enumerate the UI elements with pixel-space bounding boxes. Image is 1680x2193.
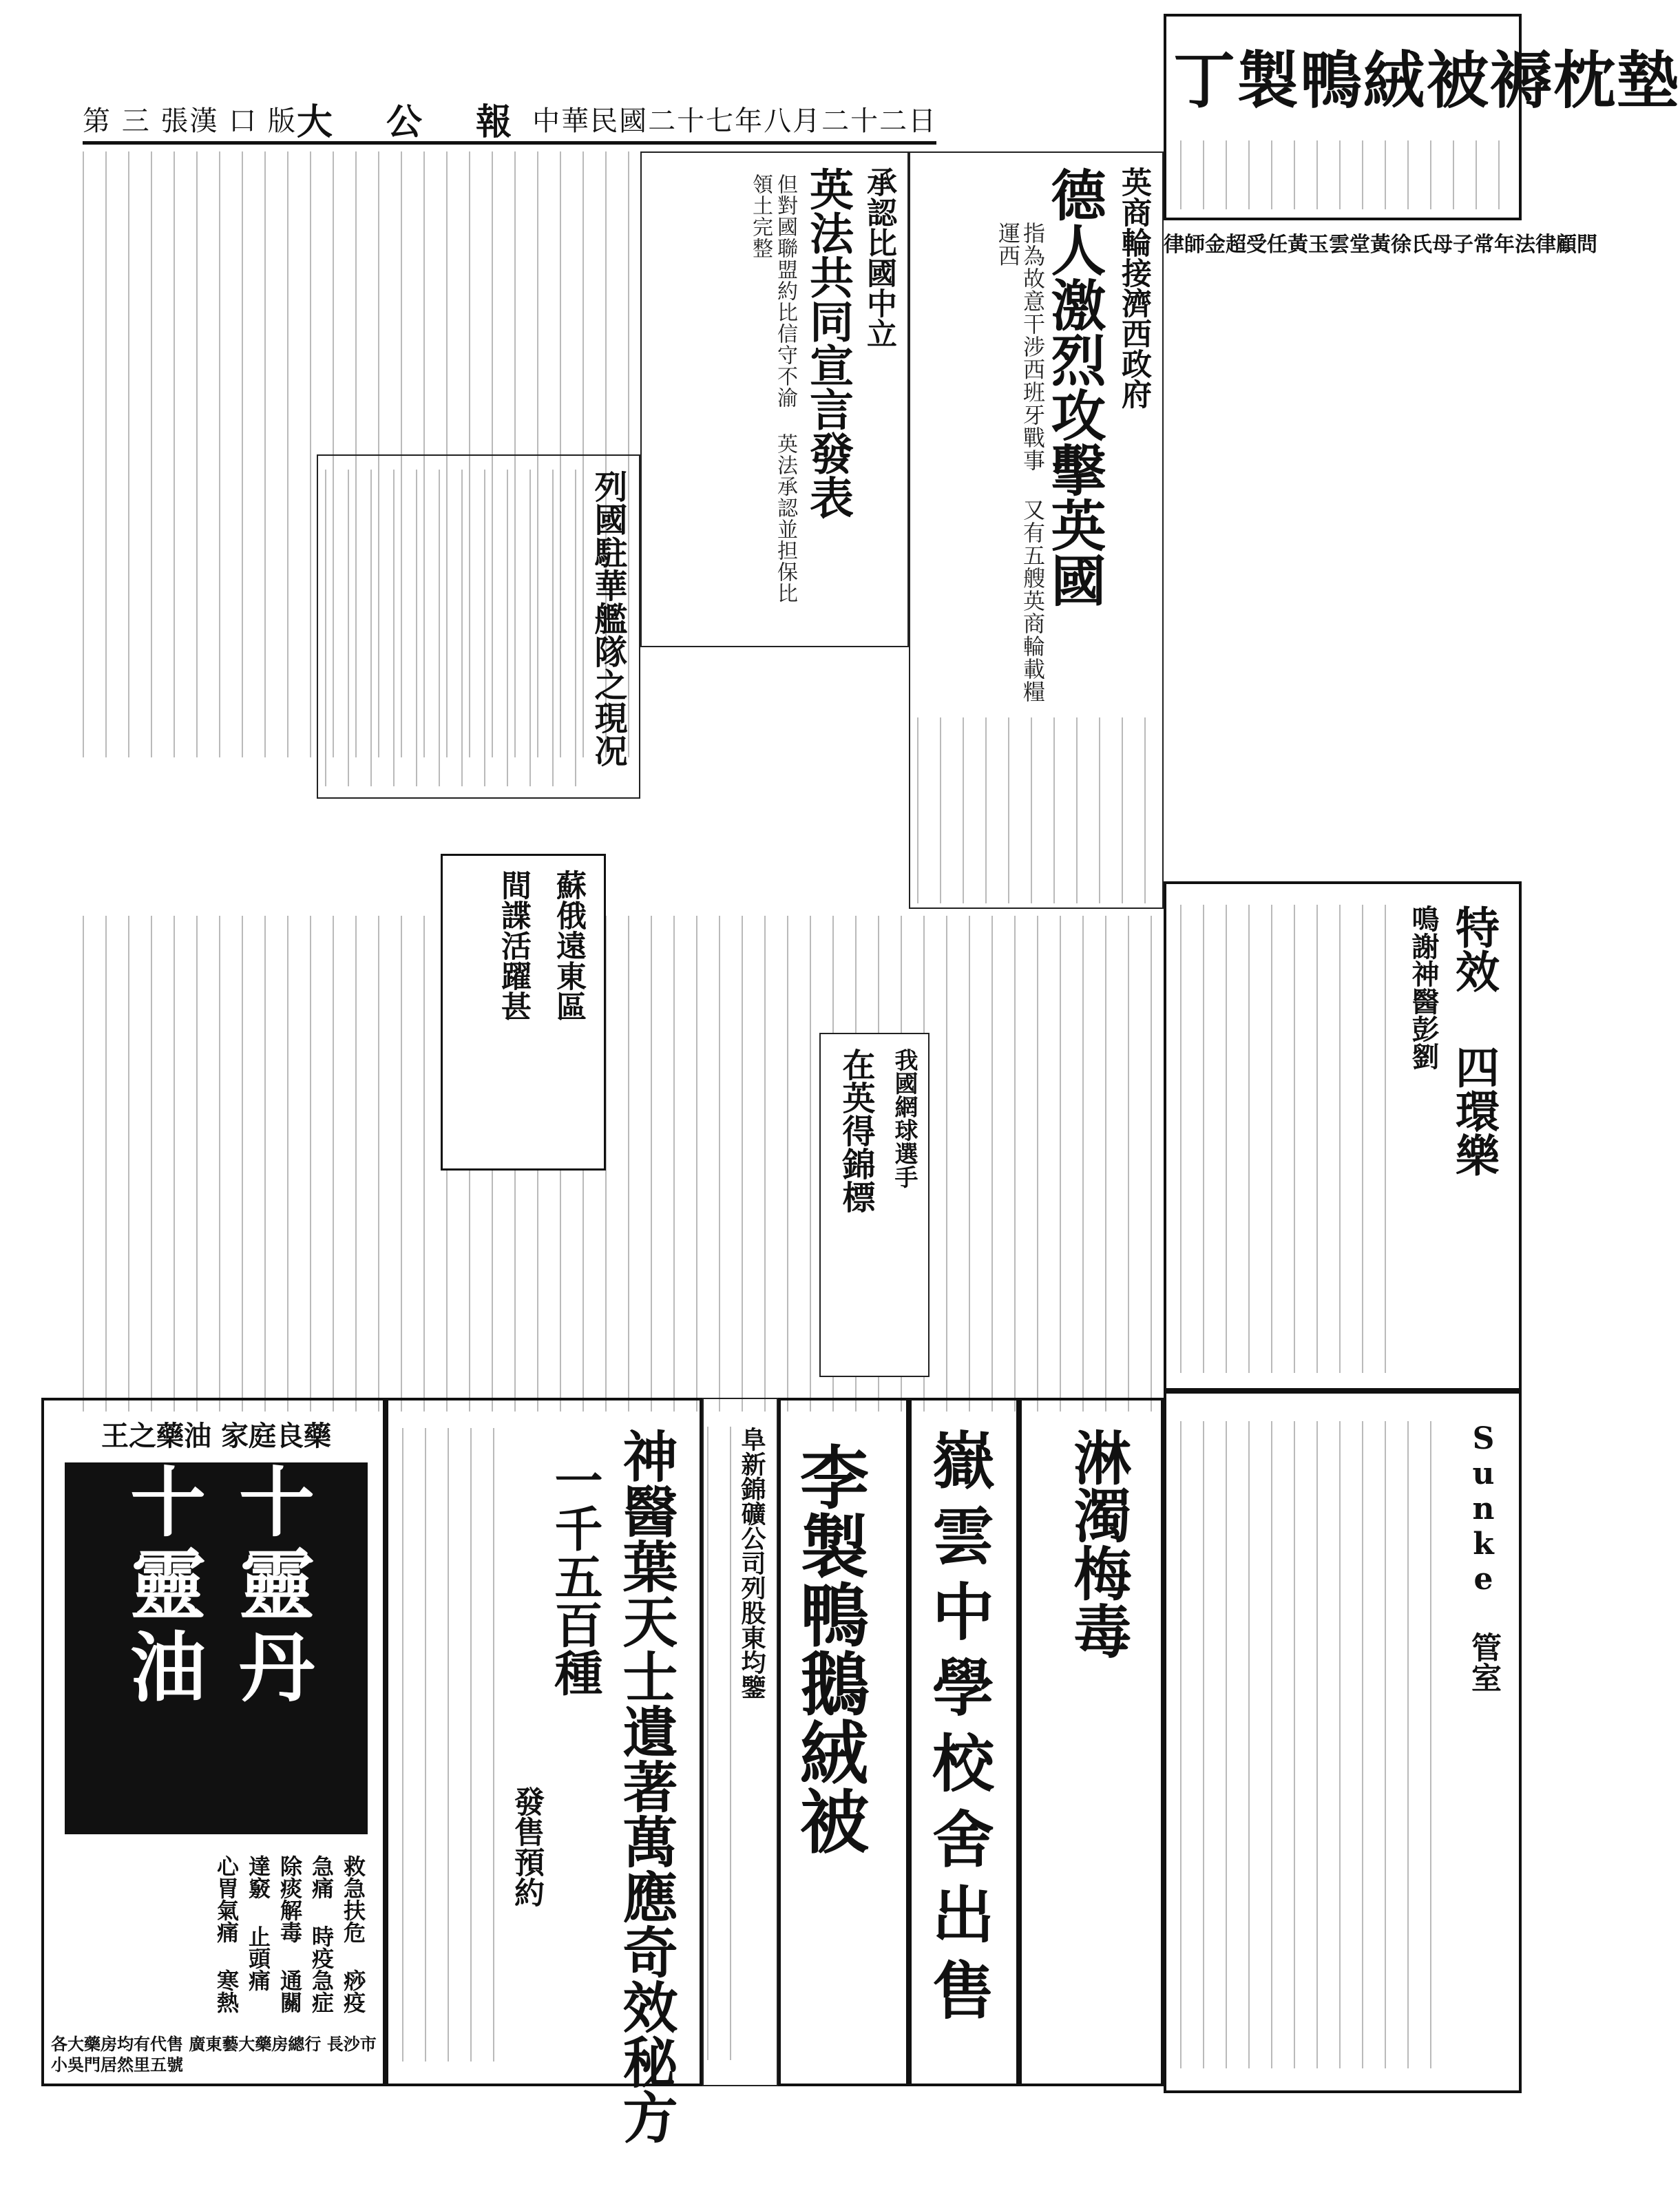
std-title: 淋濁梅毒 bbox=[1064, 1428, 1133, 1659]
a4-title: 在英得錦標 bbox=[837, 1048, 875, 1213]
oil-slogan: 王之藥油 家庭良藥 bbox=[101, 1420, 331, 1452]
mining-notice bbox=[702, 1398, 778, 2086]
a1-subtitle: 指為故意干涉西班牙戰事 又有五艘英商輪載糧運西 bbox=[995, 222, 1046, 703]
notice-line-2: 間諜活躍甚 bbox=[496, 870, 531, 1021]
masthead bbox=[83, 96, 936, 145]
book-note: 發售預約 bbox=[509, 1786, 544, 1907]
article-german-attack bbox=[909, 151, 1164, 909]
oil-title: 十靈丹 十靈油 bbox=[118, 1462, 315, 1710]
sunker-ad bbox=[1164, 1391, 1522, 2093]
boxed-notice bbox=[441, 854, 606, 1171]
school-title: 嶽雲中學校舍出售 bbox=[921, 1428, 994, 2034]
duck-quilt-title: 丁製鴨絨被褥枕墊 bbox=[1173, 44, 1680, 117]
edition: 漢 口 版 bbox=[189, 105, 297, 137]
article-anglo-french bbox=[640, 151, 909, 647]
article-foreign-fleets bbox=[317, 454, 640, 799]
sunker-text: Sunke 管室 bbox=[1466, 1421, 1501, 1692]
a2-subtitle: 但對國聯盟約比信守不渝 英法承認並担保比領土完整 bbox=[748, 174, 797, 604]
article-tennis bbox=[819, 1033, 930, 1377]
four-ring-medicine-ad bbox=[1164, 881, 1522, 1391]
book-sub: 一千五百種 bbox=[547, 1456, 604, 1697]
a2-title: 英法共同宣言發表 bbox=[802, 167, 854, 519]
std-clinic-ad bbox=[1019, 1398, 1164, 2086]
a2-kicker: 承認比國中立 bbox=[861, 167, 896, 348]
a3-title: 列國駐華艦隊之現况 bbox=[589, 470, 627, 767]
duck-quilt-ad bbox=[1164, 14, 1680, 220]
a4-subtitle: 我國網球選手 bbox=[890, 1048, 918, 1188]
ten-spirit-oil-ad bbox=[41, 1398, 386, 2086]
issue-date: 中華民國二十七年八月二十二日 bbox=[532, 105, 938, 137]
oil-distributor: 各大藥房均有代售 廣東藝大藥房總行 長沙市小吳門居然里五號 bbox=[51, 2034, 377, 2075]
duck2-title: 李製鴨鵝絨被 bbox=[788, 1442, 870, 1855]
duck-quilt-ad-2 bbox=[778, 1398, 909, 2086]
book-title: 神醫葉天士遺著萬應奇效秘方 bbox=[613, 1428, 678, 2144]
page-number: 第 三 張 bbox=[83, 105, 190, 137]
oil-features: 救急扶危 痧疫急痛 時疫急症 除痰解毒 通關達竅 止頭痛 心胃氣痛 寒熱 bbox=[213, 1855, 366, 2013]
lawyer-notice bbox=[1164, 227, 1597, 269]
medicine-title: 特效 四環樂 bbox=[1448, 905, 1500, 1177]
school-sale-ad bbox=[909, 1398, 1019, 2086]
mining-title: 阜新錦礦公司列股東均鑒 bbox=[737, 1427, 766, 1699]
lawyer-text: 律師金超受任黃玉雲堂黃徐氏母子常年法律顧問 bbox=[1164, 233, 1597, 257]
paper-name: 大 公 報 bbox=[296, 101, 533, 143]
a1-title: 德人激烈攻擊英國 bbox=[1042, 167, 1106, 607]
secret-remedy-book-ad bbox=[386, 1398, 702, 2144]
a1-kicker: 英商輪接濟西政府 bbox=[1116, 167, 1151, 409]
notice-line-1: 蘇俄遠東區 bbox=[551, 870, 586, 1021]
oil-title-block bbox=[65, 1462, 368, 1834]
medicine-sub: 鳴謝神醫彭劉 bbox=[1407, 905, 1440, 1070]
